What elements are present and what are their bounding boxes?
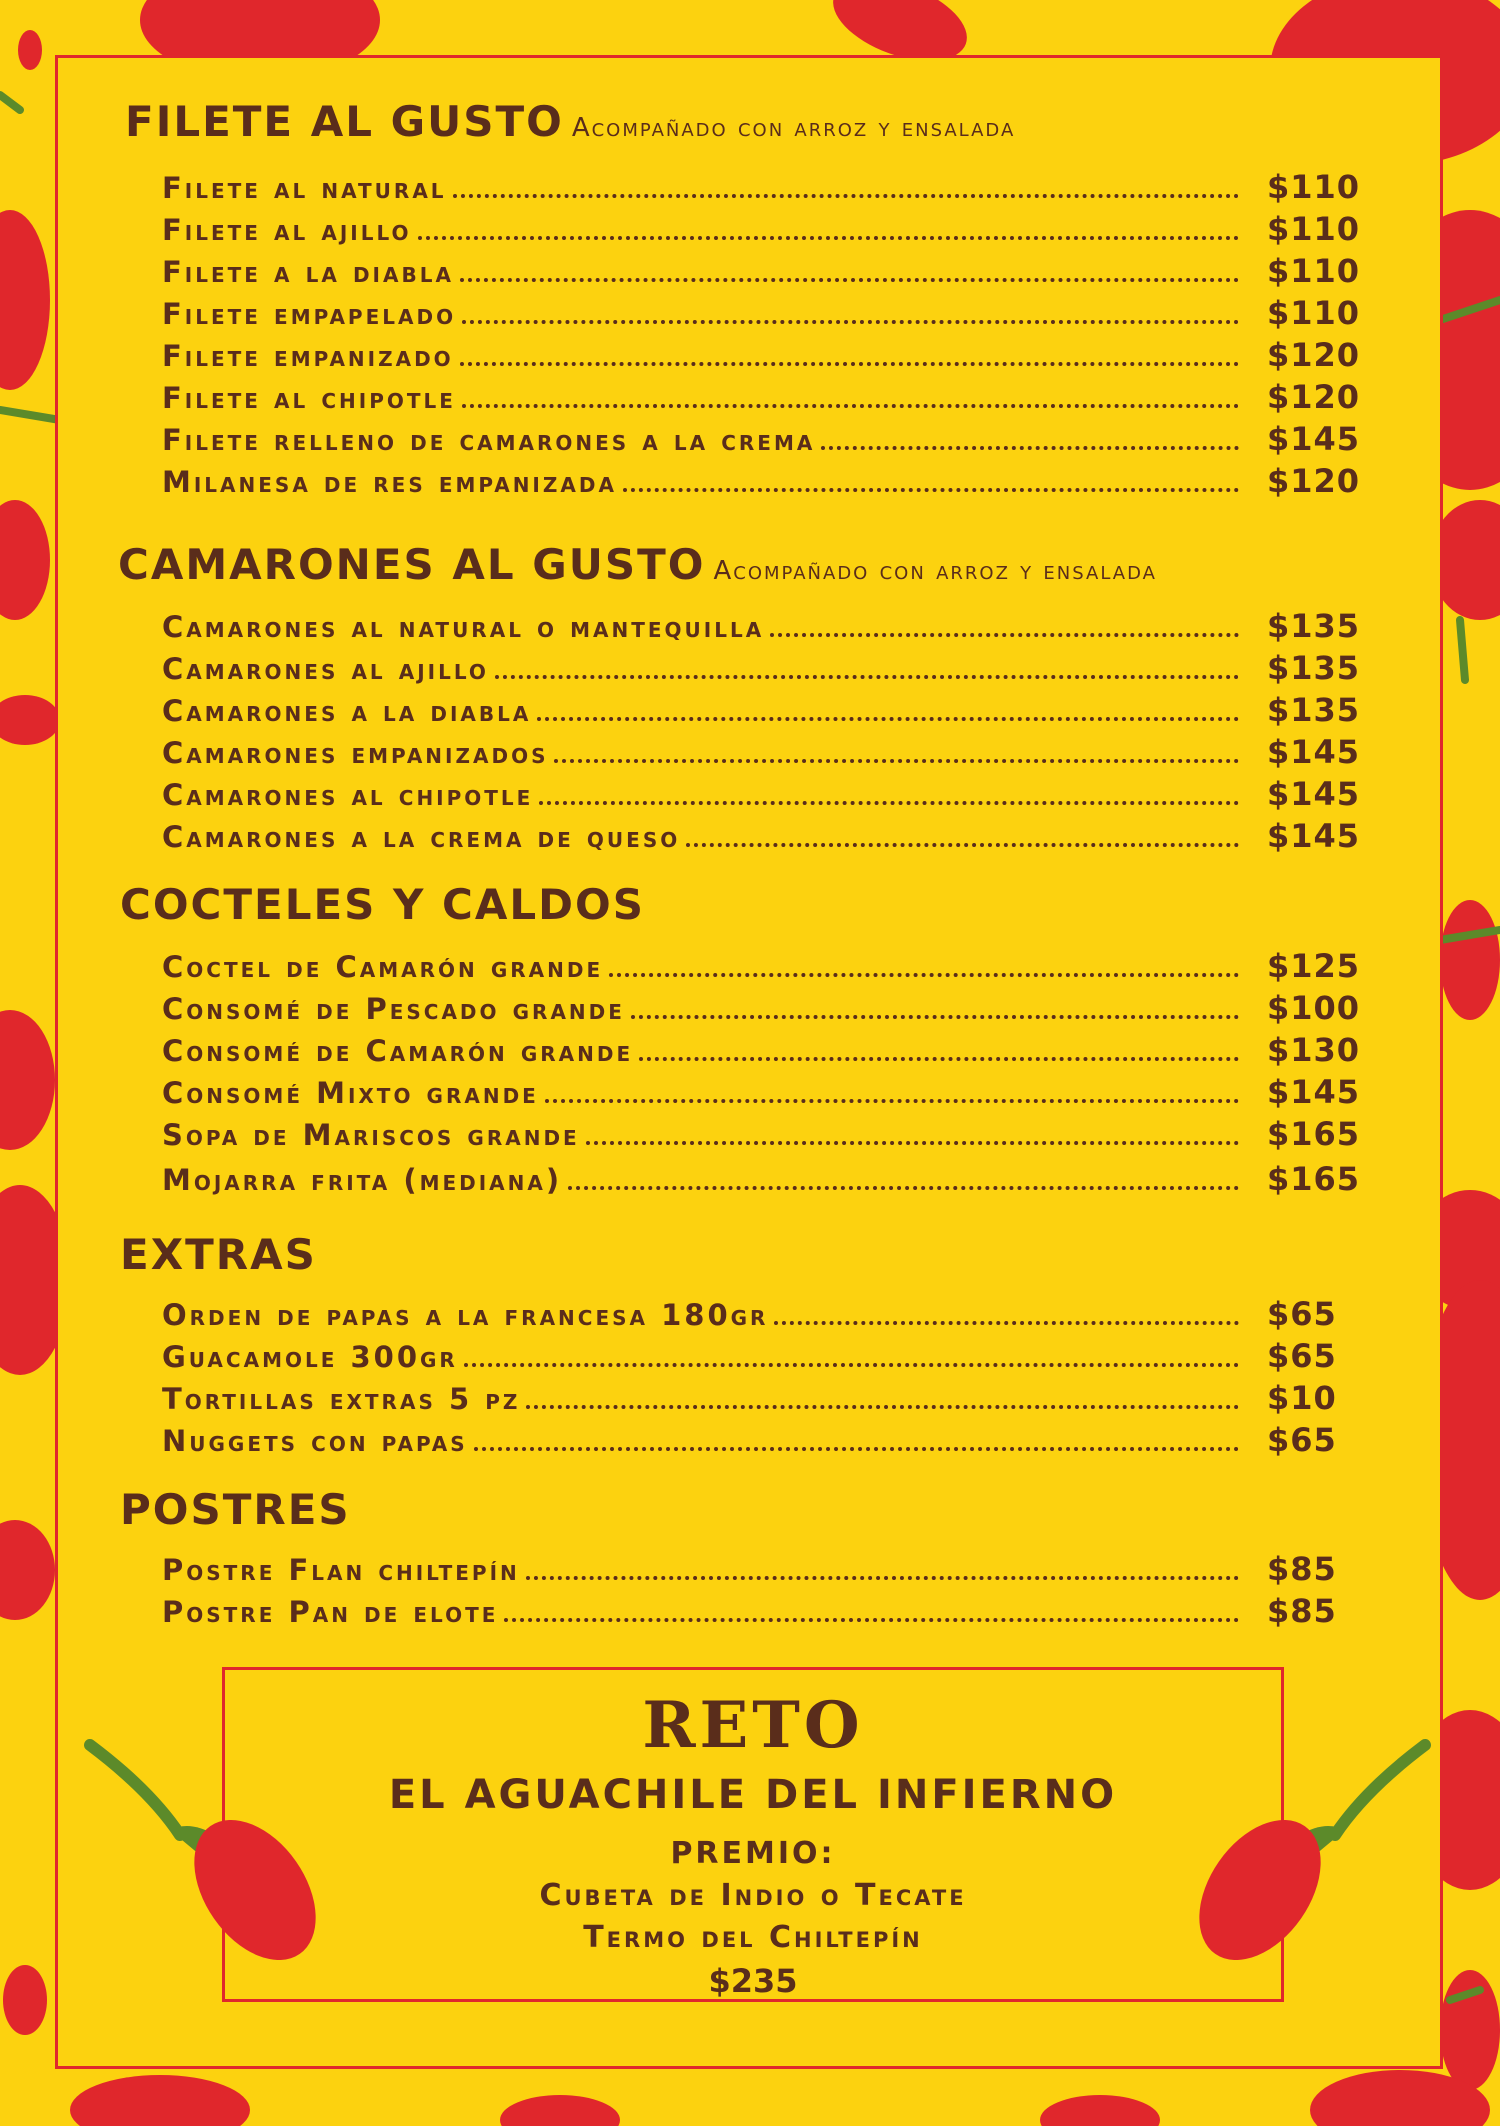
- item-price: $135: [1267, 649, 1361, 687]
- menu-item: [162, 1295, 1362, 1337]
- menu-item: [162, 1073, 1362, 1115]
- leader-dots: [462, 404, 1239, 408]
- item-price: $135: [1267, 607, 1361, 645]
- section-heading: FILETE AL GUSTO: [125, 97, 564, 146]
- menu-item: [162, 378, 1362, 420]
- item-price: $165: [1267, 1115, 1361, 1153]
- section-title-extras: [120, 1230, 317, 1279]
- section-heading: EXTRAS: [120, 1230, 317, 1279]
- prize-label: PREMIO:: [670, 1836, 836, 1871]
- item-name: Sopa de Mariscos grande: [162, 1118, 580, 1152]
- item-name: Tortillas extras 5 pz: [162, 1382, 521, 1416]
- menu-item: [162, 1115, 1362, 1157]
- leader-dots: [474, 1447, 1239, 1451]
- menu-item: [162, 649, 1362, 691]
- challenge-price: $235: [708, 1962, 798, 2000]
- leader-dots: [462, 320, 1239, 324]
- item-price: $165: [1267, 1160, 1361, 1198]
- menu-item: [162, 775, 1362, 817]
- leader-dots: [631, 1015, 1239, 1019]
- item-name: Consomé de Camarón grande: [162, 1034, 634, 1068]
- section-title-cocteles: [120, 880, 645, 929]
- item-name: Milanesa de res empanizada: [162, 465, 617, 499]
- menu-item: [162, 947, 1362, 989]
- menu-item: [162, 989, 1362, 1031]
- menu-item: [162, 1379, 1362, 1421]
- item-price: $135: [1267, 691, 1361, 729]
- menu-item: [162, 1160, 1362, 1202]
- item-name: Guacamole 300gr: [162, 1340, 458, 1374]
- item-name: Filete empanizado: [162, 339, 454, 373]
- leader-dots: [639, 1057, 1239, 1061]
- leader-dots: [537, 717, 1239, 721]
- leader-dots: [770, 633, 1239, 637]
- item-price: $85: [1267, 1592, 1337, 1630]
- item-name: Filete a la diabla: [162, 255, 454, 289]
- menu-item: [162, 1592, 1362, 1634]
- menu-item: [162, 1337, 1362, 1379]
- item-name: Filete relleno de camarones a la crema: [162, 423, 816, 457]
- leader-dots: [539, 801, 1239, 805]
- item-price: $65: [1267, 1421, 1337, 1459]
- section-title-filete: [125, 97, 1015, 146]
- item-price: $110: [1267, 294, 1361, 332]
- menu-item: [162, 168, 1362, 210]
- item-name: Consomé de Pescado grande: [162, 992, 625, 1026]
- menu-item: [162, 817, 1362, 859]
- leader-dots: [686, 843, 1239, 847]
- section-subtitle: Acompañado con arroz y ensalada: [571, 113, 1016, 143]
- section-title-camarones: [118, 540, 1157, 589]
- challenge-title: RETO: [642, 1688, 864, 1763]
- leader-dots: [554, 759, 1239, 763]
- leader-dots: [526, 1405, 1239, 1409]
- item-price: $85: [1267, 1550, 1337, 1588]
- section-heading: COCTELES Y CALDOS: [120, 880, 645, 929]
- item-price: $125: [1267, 947, 1361, 985]
- item-name: Nuggets con papas: [162, 1424, 468, 1458]
- item-name: Camarones empanizados: [162, 736, 549, 770]
- item-price: $145: [1267, 1073, 1361, 1111]
- leader-dots: [623, 488, 1239, 492]
- leader-dots: [504, 1618, 1239, 1622]
- leader-dots: [460, 278, 1239, 282]
- challenge-subtitle: EL AGUACHILE DEL INFIERNO: [388, 1772, 1118, 1818]
- item-name: Orden de papas a la francesa 180gr: [162, 1298, 769, 1332]
- item-name: Mojarra frita (mediana): [162, 1163, 563, 1197]
- leader-dots: [586, 1141, 1239, 1145]
- leader-dots: [609, 973, 1239, 977]
- challenge-box: [222, 1667, 1284, 2002]
- leader-dots: [453, 194, 1239, 198]
- item-price: $130: [1267, 1031, 1361, 1069]
- item-name: Coctel de Camarón grande: [162, 950, 604, 984]
- section-heading: POSTRES: [120, 1485, 351, 1534]
- item-name: Consomé Mixto grande: [162, 1076, 539, 1110]
- item-price: $145: [1267, 420, 1361, 458]
- menu-item: [162, 691, 1362, 733]
- section-title-postres: [120, 1485, 351, 1534]
- item-name: Camarones al ajillo: [162, 652, 489, 686]
- item-price: $120: [1267, 336, 1361, 374]
- item-price: $145: [1267, 817, 1361, 855]
- item-name: Camarones al chipotle: [162, 778, 534, 812]
- section-subtitle: Acompañado con arroz y ensalada: [713, 556, 1157, 586]
- item-name: Postre Flan chiltepín: [162, 1553, 520, 1587]
- menu-item: [162, 462, 1362, 504]
- item-name: Camarones al natural o mantequilla: [162, 610, 765, 644]
- item-price: $110: [1267, 252, 1361, 290]
- menu-item: [162, 336, 1362, 378]
- item-name: Filete al chipotle: [162, 381, 456, 415]
- item-price: $120: [1267, 462, 1361, 500]
- leader-dots: [418, 236, 1239, 240]
- item-price: $120: [1267, 378, 1361, 416]
- item-name: Filete al ajillo: [162, 213, 412, 247]
- menu-item: [162, 607, 1362, 649]
- item-price: $110: [1267, 168, 1361, 206]
- item-price: $100: [1267, 989, 1361, 1027]
- prize-line: Cubeta de Indio o Tecate: [539, 1878, 967, 1913]
- item-name: Camarones a la diabla: [162, 694, 532, 728]
- leader-dots: [464, 1363, 1239, 1367]
- item-name: Filete al natural: [162, 171, 447, 205]
- item-price: $145: [1267, 775, 1361, 813]
- menu-item: [162, 252, 1362, 294]
- item-price: $110: [1267, 210, 1361, 248]
- item-name: Camarones a la crema de queso: [162, 820, 681, 854]
- leader-dots: [495, 675, 1239, 679]
- item-name: Filete empapelado: [162, 297, 457, 331]
- menu-item: [162, 1421, 1362, 1463]
- menu-item: [162, 1550, 1362, 1592]
- prize-line: Termo del Chiltepín: [583, 1920, 923, 1955]
- menu-item: [162, 733, 1362, 775]
- item-price: $65: [1267, 1295, 1337, 1333]
- item-price: $10: [1267, 1379, 1337, 1417]
- item-price: $145: [1267, 733, 1361, 771]
- menu-item: [162, 210, 1362, 252]
- leader-dots: [460, 362, 1239, 366]
- item-price: $65: [1267, 1337, 1337, 1375]
- leader-dots: [526, 1576, 1239, 1580]
- item-name: Postre Pan de elote: [162, 1595, 499, 1629]
- leader-dots: [821, 446, 1239, 450]
- leader-dots: [774, 1321, 1239, 1325]
- leader-dots: [568, 1186, 1239, 1190]
- menu-item: [162, 294, 1362, 336]
- menu-item: [162, 420, 1362, 462]
- menu-item: [162, 1031, 1362, 1073]
- section-heading: CAMARONES AL GUSTO: [118, 540, 706, 589]
- leader-dots: [545, 1099, 1239, 1103]
